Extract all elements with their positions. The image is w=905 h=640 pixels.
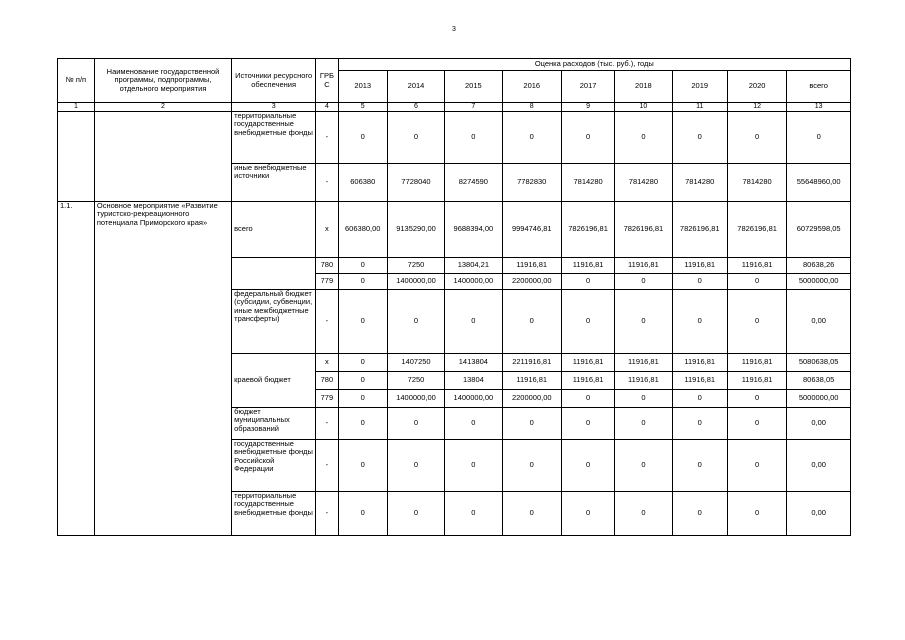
value-cell: 13804,21 <box>445 258 502 274</box>
value-cell: 7826196,81 <box>615 202 672 258</box>
value-cell: 0 <box>338 390 387 408</box>
col-number: 5 <box>338 103 387 112</box>
value-cell: 7826196,81 <box>561 202 614 258</box>
value-cell: 7814280 <box>615 164 672 202</box>
value-cell: 8274590 <box>445 164 502 202</box>
value-cell: 0 <box>727 112 786 164</box>
header-group-title: Оценка расходов (тыс. руб.), годы <box>338 59 850 71</box>
value-cell: 11916,81 <box>672 372 727 390</box>
value-cell: 0 <box>502 440 561 492</box>
value-cell: 11916,81 <box>672 258 727 274</box>
page-number: 3 <box>452 26 456 33</box>
value-cell: 606380 <box>338 164 387 202</box>
value-cell: 0 <box>672 274 727 290</box>
value-cell: 60729598,05 <box>787 202 851 258</box>
value-cell: 0 <box>787 112 851 164</box>
source-cell: краевой бюджет <box>232 354 316 408</box>
col-number: 6 <box>387 103 444 112</box>
value-cell: 11916,81 <box>502 258 561 274</box>
value-cell: 0 <box>387 440 444 492</box>
value-cell: 0 <box>727 408 786 440</box>
value-cell: 0 <box>615 390 672 408</box>
value-cell: 11916,81 <box>615 354 672 372</box>
value-cell: 0 <box>502 290 561 354</box>
value-cell: 0 <box>338 274 387 290</box>
value-cell: 11916,81 <box>727 372 786 390</box>
value-cell: 1407250 <box>387 354 444 372</box>
value-cell: 1400000,00 <box>445 274 502 290</box>
value-cell: 0 <box>672 390 727 408</box>
year-2013: 2013 <box>338 71 387 103</box>
value-cell: 0 <box>338 408 387 440</box>
value-cell: 0 <box>338 290 387 354</box>
value-cell: 7826196,81 <box>727 202 786 258</box>
value-cell: 11916,81 <box>561 354 614 372</box>
grbs-cell: - <box>316 164 339 202</box>
value-cell: 0 <box>338 258 387 274</box>
grbs-cell: - <box>316 408 339 440</box>
grbs-cell: 779 <box>316 390 339 408</box>
grbs-cell: 780 <box>316 372 339 390</box>
empty-source-cell <box>232 258 316 290</box>
value-cell: 1400000,00 <box>387 390 444 408</box>
value-cell: 7814280 <box>561 164 614 202</box>
value-cell: 0 <box>615 112 672 164</box>
value-cell: 0,00 <box>787 408 851 440</box>
value-cell: 0 <box>561 492 614 536</box>
year-2017: 2017 <box>561 71 614 103</box>
grbs-cell: 779 <box>316 274 339 290</box>
value-cell: 0 <box>727 440 786 492</box>
value-cell: 0 <box>338 372 387 390</box>
value-cell: 0 <box>445 112 502 164</box>
header-row <box>58 59 851 71</box>
year-2015: 2015 <box>445 71 502 103</box>
value-cell: 2211916,81 <box>502 354 561 372</box>
value-cell: 9994746,81 <box>502 202 561 258</box>
value-cell: 0 <box>561 290 614 354</box>
value-cell: 7782830 <box>502 164 561 202</box>
col-number: 1 <box>58 103 95 112</box>
value-cell: 0 <box>445 408 502 440</box>
col-number: 12 <box>727 103 786 112</box>
grbs-cell: - <box>316 290 339 354</box>
grbs-cell: - <box>316 112 339 164</box>
col-number: 13 <box>787 103 851 112</box>
value-cell: 7728040 <box>387 164 444 202</box>
table-row <box>58 112 851 164</box>
empty-num-cell <box>58 112 95 202</box>
value-cell: 0 <box>502 492 561 536</box>
value-cell: 1413804 <box>445 354 502 372</box>
value-cell: 0 <box>338 112 387 164</box>
value-cell: 0 <box>387 408 444 440</box>
grbs-cell: х <box>316 202 339 258</box>
measure-number: 1.1. <box>58 202 95 536</box>
year-2020: 2020 <box>727 71 786 103</box>
table-row <box>58 202 851 258</box>
value-cell: 0 <box>561 408 614 440</box>
value-cell: 0 <box>338 354 387 372</box>
value-cell: 11916,81 <box>615 258 672 274</box>
value-cell: 0 <box>615 492 672 536</box>
header-name: Наименование государственной программы, подпрограммы, отдельного мероприятия <box>94 59 231 103</box>
year-2019: 2019 <box>672 71 727 103</box>
value-cell: 9688394,00 <box>445 202 502 258</box>
value-cell: 80638,26 <box>787 258 851 274</box>
col-number: 7 <box>445 103 502 112</box>
value-cell: 0 <box>727 390 786 408</box>
empty-name-cell <box>94 112 231 202</box>
year-total: всего <box>787 71 851 103</box>
value-cell: 0 <box>338 440 387 492</box>
header-num: № п/п <box>58 59 95 103</box>
value-cell: 1400000,00 <box>445 390 502 408</box>
grbs-cell: - <box>316 440 339 492</box>
header-grbs: ГРБ С <box>316 59 339 103</box>
source-cell: федеральный бюджет (субсидии, субвенции, иные межбюджетные трансферты) <box>232 290 316 354</box>
value-cell: 11916,81 <box>727 258 786 274</box>
value-cell: 0 <box>387 492 444 536</box>
value-cell: 0 <box>727 492 786 536</box>
value-cell: 5080638,05 <box>787 354 851 372</box>
value-cell: 0 <box>338 492 387 536</box>
grbs-cell: - <box>316 492 339 536</box>
source-cell: всего <box>232 202 316 258</box>
value-cell: 0,00 <box>787 440 851 492</box>
value-cell: 0 <box>387 112 444 164</box>
source-cell: государственные внебюджетные фонды Российской Федерации <box>232 440 316 492</box>
col-number: 11 <box>672 103 727 112</box>
value-cell: 606380,00 <box>338 202 387 258</box>
value-cell: 0 <box>615 290 672 354</box>
value-cell: 0 <box>672 492 727 536</box>
value-cell: 0 <box>672 408 727 440</box>
value-cell: 0 <box>615 274 672 290</box>
value-cell: 5000000,00 <box>787 390 851 408</box>
value-cell: 5000000,00 <box>787 274 851 290</box>
value-cell: 9135290,00 <box>387 202 444 258</box>
value-cell: 11916,81 <box>672 354 727 372</box>
measure-name: Основное мероприятие «Развитие туристско-рекреационного потенциала Приморского края» <box>94 202 231 536</box>
col-number: 4 <box>316 103 339 112</box>
value-cell: 0 <box>615 408 672 440</box>
value-cell: 11916,81 <box>502 372 561 390</box>
source-cell: иные внебюджетные источники <box>232 164 316 202</box>
value-cell: 7814280 <box>672 164 727 202</box>
header-sources: Источники ресурсного обеспечения <box>232 59 316 103</box>
value-cell: 2200000,00 <box>502 390 561 408</box>
value-cell: 0 <box>445 492 502 536</box>
value-cell: 0 <box>561 390 614 408</box>
source-cell: территориальные государственные внебюджетные фонды <box>232 492 316 536</box>
value-cell: 0 <box>727 290 786 354</box>
value-cell: 0 <box>445 440 502 492</box>
value-cell: 80638,05 <box>787 372 851 390</box>
value-cell: 11916,81 <box>561 258 614 274</box>
value-cell: 55648960,00 <box>787 164 851 202</box>
value-cell: 11916,81 <box>561 372 614 390</box>
value-cell: 2200000,00 <box>502 274 561 290</box>
value-cell: 0 <box>672 440 727 492</box>
column-number-row <box>58 103 851 112</box>
grbs-cell: 780 <box>316 258 339 274</box>
col-number: 2 <box>94 103 231 112</box>
value-cell: 0,00 <box>787 290 851 354</box>
value-cell: 0 <box>561 440 614 492</box>
value-cell: 13804 <box>445 372 502 390</box>
value-cell: 0 <box>387 290 444 354</box>
year-2016: 2016 <box>502 71 561 103</box>
year-2018: 2018 <box>615 71 672 103</box>
source-cell: бюджет муниципальных образований <box>232 408 316 440</box>
value-cell: 11916,81 <box>727 354 786 372</box>
year-2014: 2014 <box>387 71 444 103</box>
value-cell: 0 <box>615 440 672 492</box>
budget-table <box>57 58 851 536</box>
value-cell: 0 <box>502 408 561 440</box>
value-cell: 7250 <box>387 258 444 274</box>
value-cell: 0 <box>672 112 727 164</box>
value-cell: 1400000,00 <box>387 274 444 290</box>
col-number: 8 <box>502 103 561 112</box>
grbs-cell: х <box>316 354 339 372</box>
value-cell: 0 <box>672 290 727 354</box>
value-cell: 0 <box>561 112 614 164</box>
value-cell: 0 <box>727 274 786 290</box>
value-cell: 0 <box>445 290 502 354</box>
value-cell: 7250 <box>387 372 444 390</box>
value-cell: 0 <box>502 112 561 164</box>
value-cell: 0 <box>561 274 614 290</box>
value-cell: 0,00 <box>787 492 851 536</box>
value-cell: 7826196,81 <box>672 202 727 258</box>
source-cell: территориальные государственные внебюджетные фонды <box>232 112 316 164</box>
col-number: 10 <box>615 103 672 112</box>
col-number: 9 <box>561 103 614 112</box>
value-cell: 7814280 <box>727 164 786 202</box>
col-number: 3 <box>232 103 316 112</box>
value-cell: 11916,81 <box>615 372 672 390</box>
